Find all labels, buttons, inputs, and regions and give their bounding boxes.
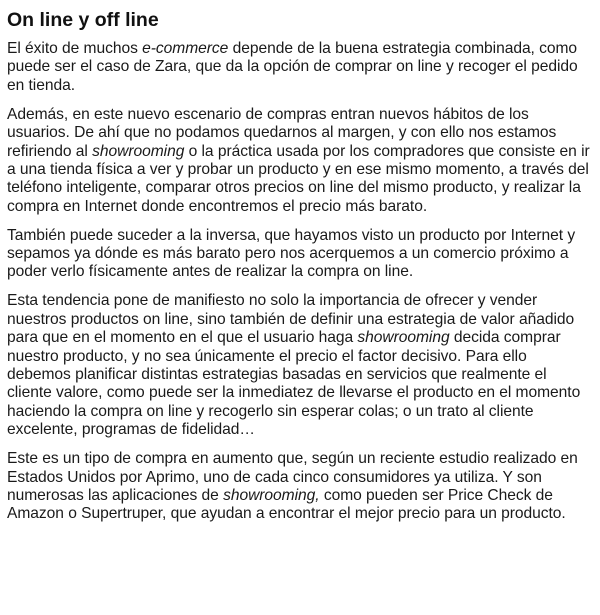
paragraph-3 — [7, 227, 590, 282]
paragraph-text: o la práctica usada por los compradores que consiste en ir a una tienda física a ver y probar un producto y en ese mismo momento, a través del teléfono inteligente, comparar otros precios on line del mismo producto, y realizar la compra en Internet donde encontremos el precio más barato. — [7, 142, 590, 215]
paragraph-text: También puede suceder a la inversa, que hayamos visto un producto por Internet y sepamos ya dónde es más barato pero nos acerquemos a un comercio próximo a poder verlo físicamente antes de realizar la compra on line. — [7, 226, 576, 281]
paragraph-text: como pueden ser Price Check de Amazon o Supertruper, que ayudan a encontrar el mejor precio para un producto. — [7, 486, 566, 523]
paragraph-text: Además, en este nuevo escenario de compras entran nuevos hábitos de los usuarios. De ahí que no podamos quedarnos al margen, y con ello nos estamos refiriendo al — [7, 105, 557, 160]
emphasis-text: showrooming, — [223, 486, 320, 504]
paragraph-2 — [7, 106, 590, 216]
paragraph-text: depende de la buena estrategia combinada, como puede ser el caso de Zara, que da la opción de comprar on line y recoger el pedido en tienda. — [7, 40, 578, 94]
paragraph-text: El éxito de muchos — [7, 40, 143, 57]
paragraph-5 — [7, 450, 590, 524]
paragraph-1 — [7, 40, 590, 95]
emphasis-text: showrooming — [92, 142, 185, 160]
paragraph-4 — [7, 292, 590, 439]
emphasis-text: showrooming — [357, 329, 450, 347]
paragraph-text: Este es un tipo de compra en aumento que, según un reciente estudio realizado en Estados Unidos por Aprimo, uno de cada cinco consumidores ya utiliza. Y son numerosas las aplicaciones de — [7, 450, 578, 504]
article-title: On line y off line — [7, 9, 159, 31]
paragraph-text: decida comprar nuestro producto, y no sea únicamente el precio el factor decisivo. Para ello debemos planificar distintas estrategias basadas en servicios que realmente el cliente valore, como puede ser la inmediatez de llevarse el producto en el momento haciendo la compra on line y recogerlo sin esperar colas; o un trato al cliente excelente, programas de fidelidad… — [7, 329, 581, 439]
emphasis-text: e-commerce — [142, 40, 229, 57]
paragraph-text: Esta tendencia pone de manifiesto no solo la importancia de ofrecer y vender nuestros productos on line, sino también de definir una estrategia de valor añadido para que en el momento en el que el usuario haga — [7, 292, 575, 347]
